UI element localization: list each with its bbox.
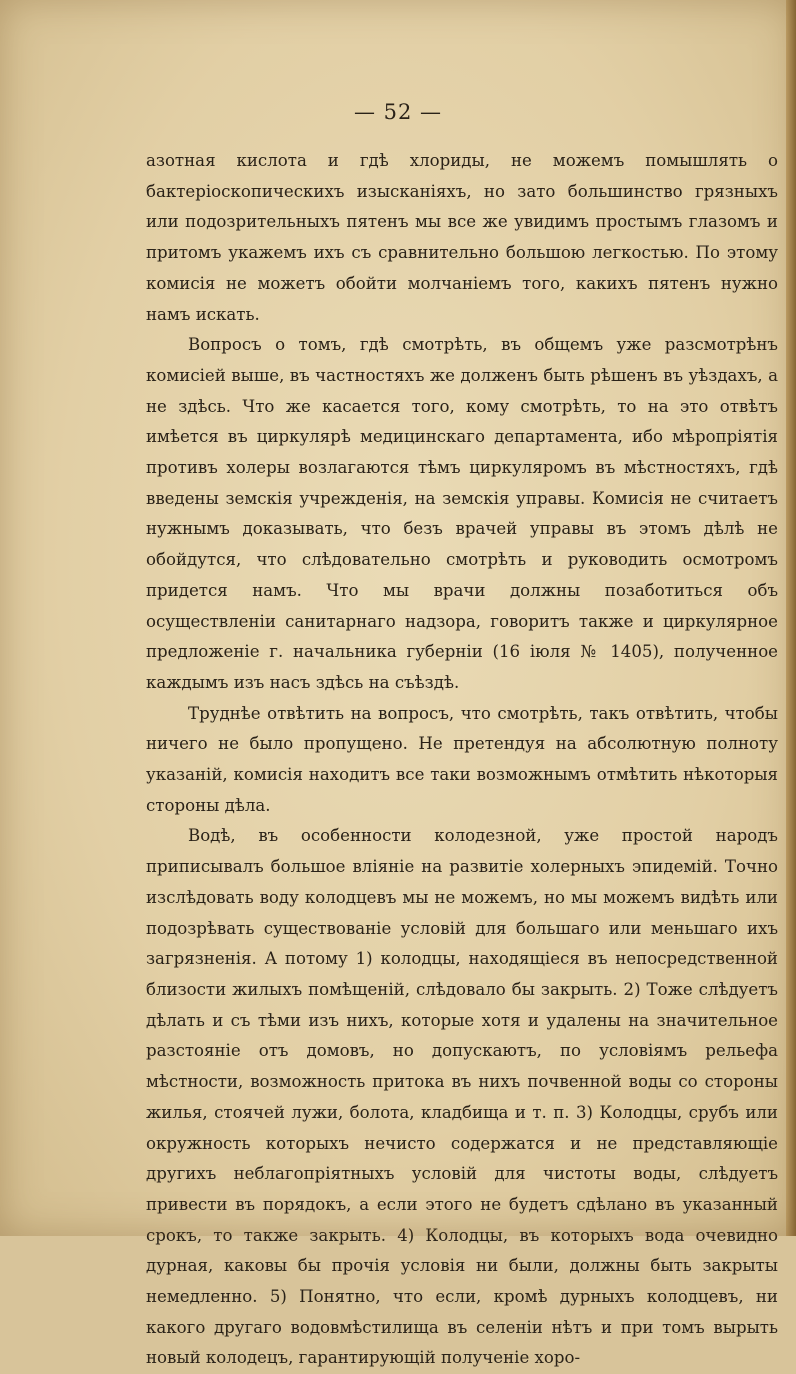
paragraph-wells: Водѣ, въ особенности колодезной, уже простой народъ приписывалъ большое вліяніе на развитіе холерныхъ эпидемій. Точно изслѣдовать воду колодцевъ мы не можемъ, но мы можемъ видѣть или подозрѣвать существованіе условій для большаго или меньшаго ихъ загрязненія. А потому 1) колодцы, находящіеся въ непосредственной близости жилыхъ помѣщеній, слѣдовало бы закрыть. 2) Тоже слѣдуетъ дѣлать и съ тѣми изъ нихъ, которые хотя и удалены на значительное разстояніе отъ домовъ, но допускаютъ, по условіямъ рельефа мѣстности, возможность притока въ нихъ почвенной воды со стороны жилья, стоячей лужи, болота, кладбища и т. п. 3) Колодцы, срубъ или окружность которыхъ нечисто содержатся и не представляющіе другихъ неблагопріятныхъ условій для чистоты воды, слѣдуетъ привести въ порядокъ, а если этого не будетъ сдѣлано въ указанный срокъ, то также закрыть. 4) Колодцы, въ которыхъ вода очевидно дурная, каковы бы прочія условія ни были, должны быть закрыты немедленно. 5) Понятно, что если, кромѣ дурныхъ колодцевъ, ни какого другаго водовмѣстилища въ селеніи нѣтъ и при томъ вырыть новый колодецъ, гарантирующій полученіе хоро- [146, 826, 778, 1368]
paragraph-who-inspects: Вопросъ о томъ, гдѣ смотрѣть, въ общемъ уже разсмотрѣнъ комисіей выше, въ частностяхъ же долженъ быть рѣшенъ въ уѣздахъ, а не здѣсь. Что же касается того, кому смотрѣть, то на это отвѣтъ имѣется въ циркулярѣ медицинскаго департамента, ибо мѣропріятія противъ холеры возлагаются тѣмъ циркуляромъ въ мѣстностяхъ, гдѣ введены земскія учрежденія, на земскія управы. Комисія не считаетъ нужнымъ доказывать, что безъ врачей управы въ этомъ дѣлѣ не обойдутся, что слѣдовательно смотрѣть и руководить осмотромъ придется намъ. Что мы врачи должны позаботиться объ осуществленіи санитарнаго надзора, говоритъ также и циркулярное предложеніе г. начальника губерніи (16 іюля № 1405), полученное каждымъ изъ насъ здѣсь на съѣздѣ. [146, 335, 778, 692]
page-body [146, 146, 778, 1374]
page-number: — 52 — [353, 100, 443, 124]
paragraph-continued: азотная кислота и гдѣ хлориды, не можемъ помышлять о бактеріоскопическихъ изысканіяхъ, но зато большинство грязныхъ или подозрительныхъ пятенъ мы все же увидимъ простымъ глазомъ и притомъ укажемъ ихъ съ сравнительно большою легкостью. По этому комисія не можетъ обойти молчаніемъ того, какихъ пятенъ нужно намъ искать. [146, 151, 778, 324]
paragraph-what-to-inspect: Труднѣе отвѣтить на вопросъ, что смотрѣть, такъ отвѣтить, чтобы ничего не было пропущено. Не претендуя на абсолютную полноту указаній, комисія находитъ все таки возможнымъ отмѣтить нѣкоторыя стороны дѣла. [146, 703, 778, 815]
page-edge [786, 0, 796, 1236]
